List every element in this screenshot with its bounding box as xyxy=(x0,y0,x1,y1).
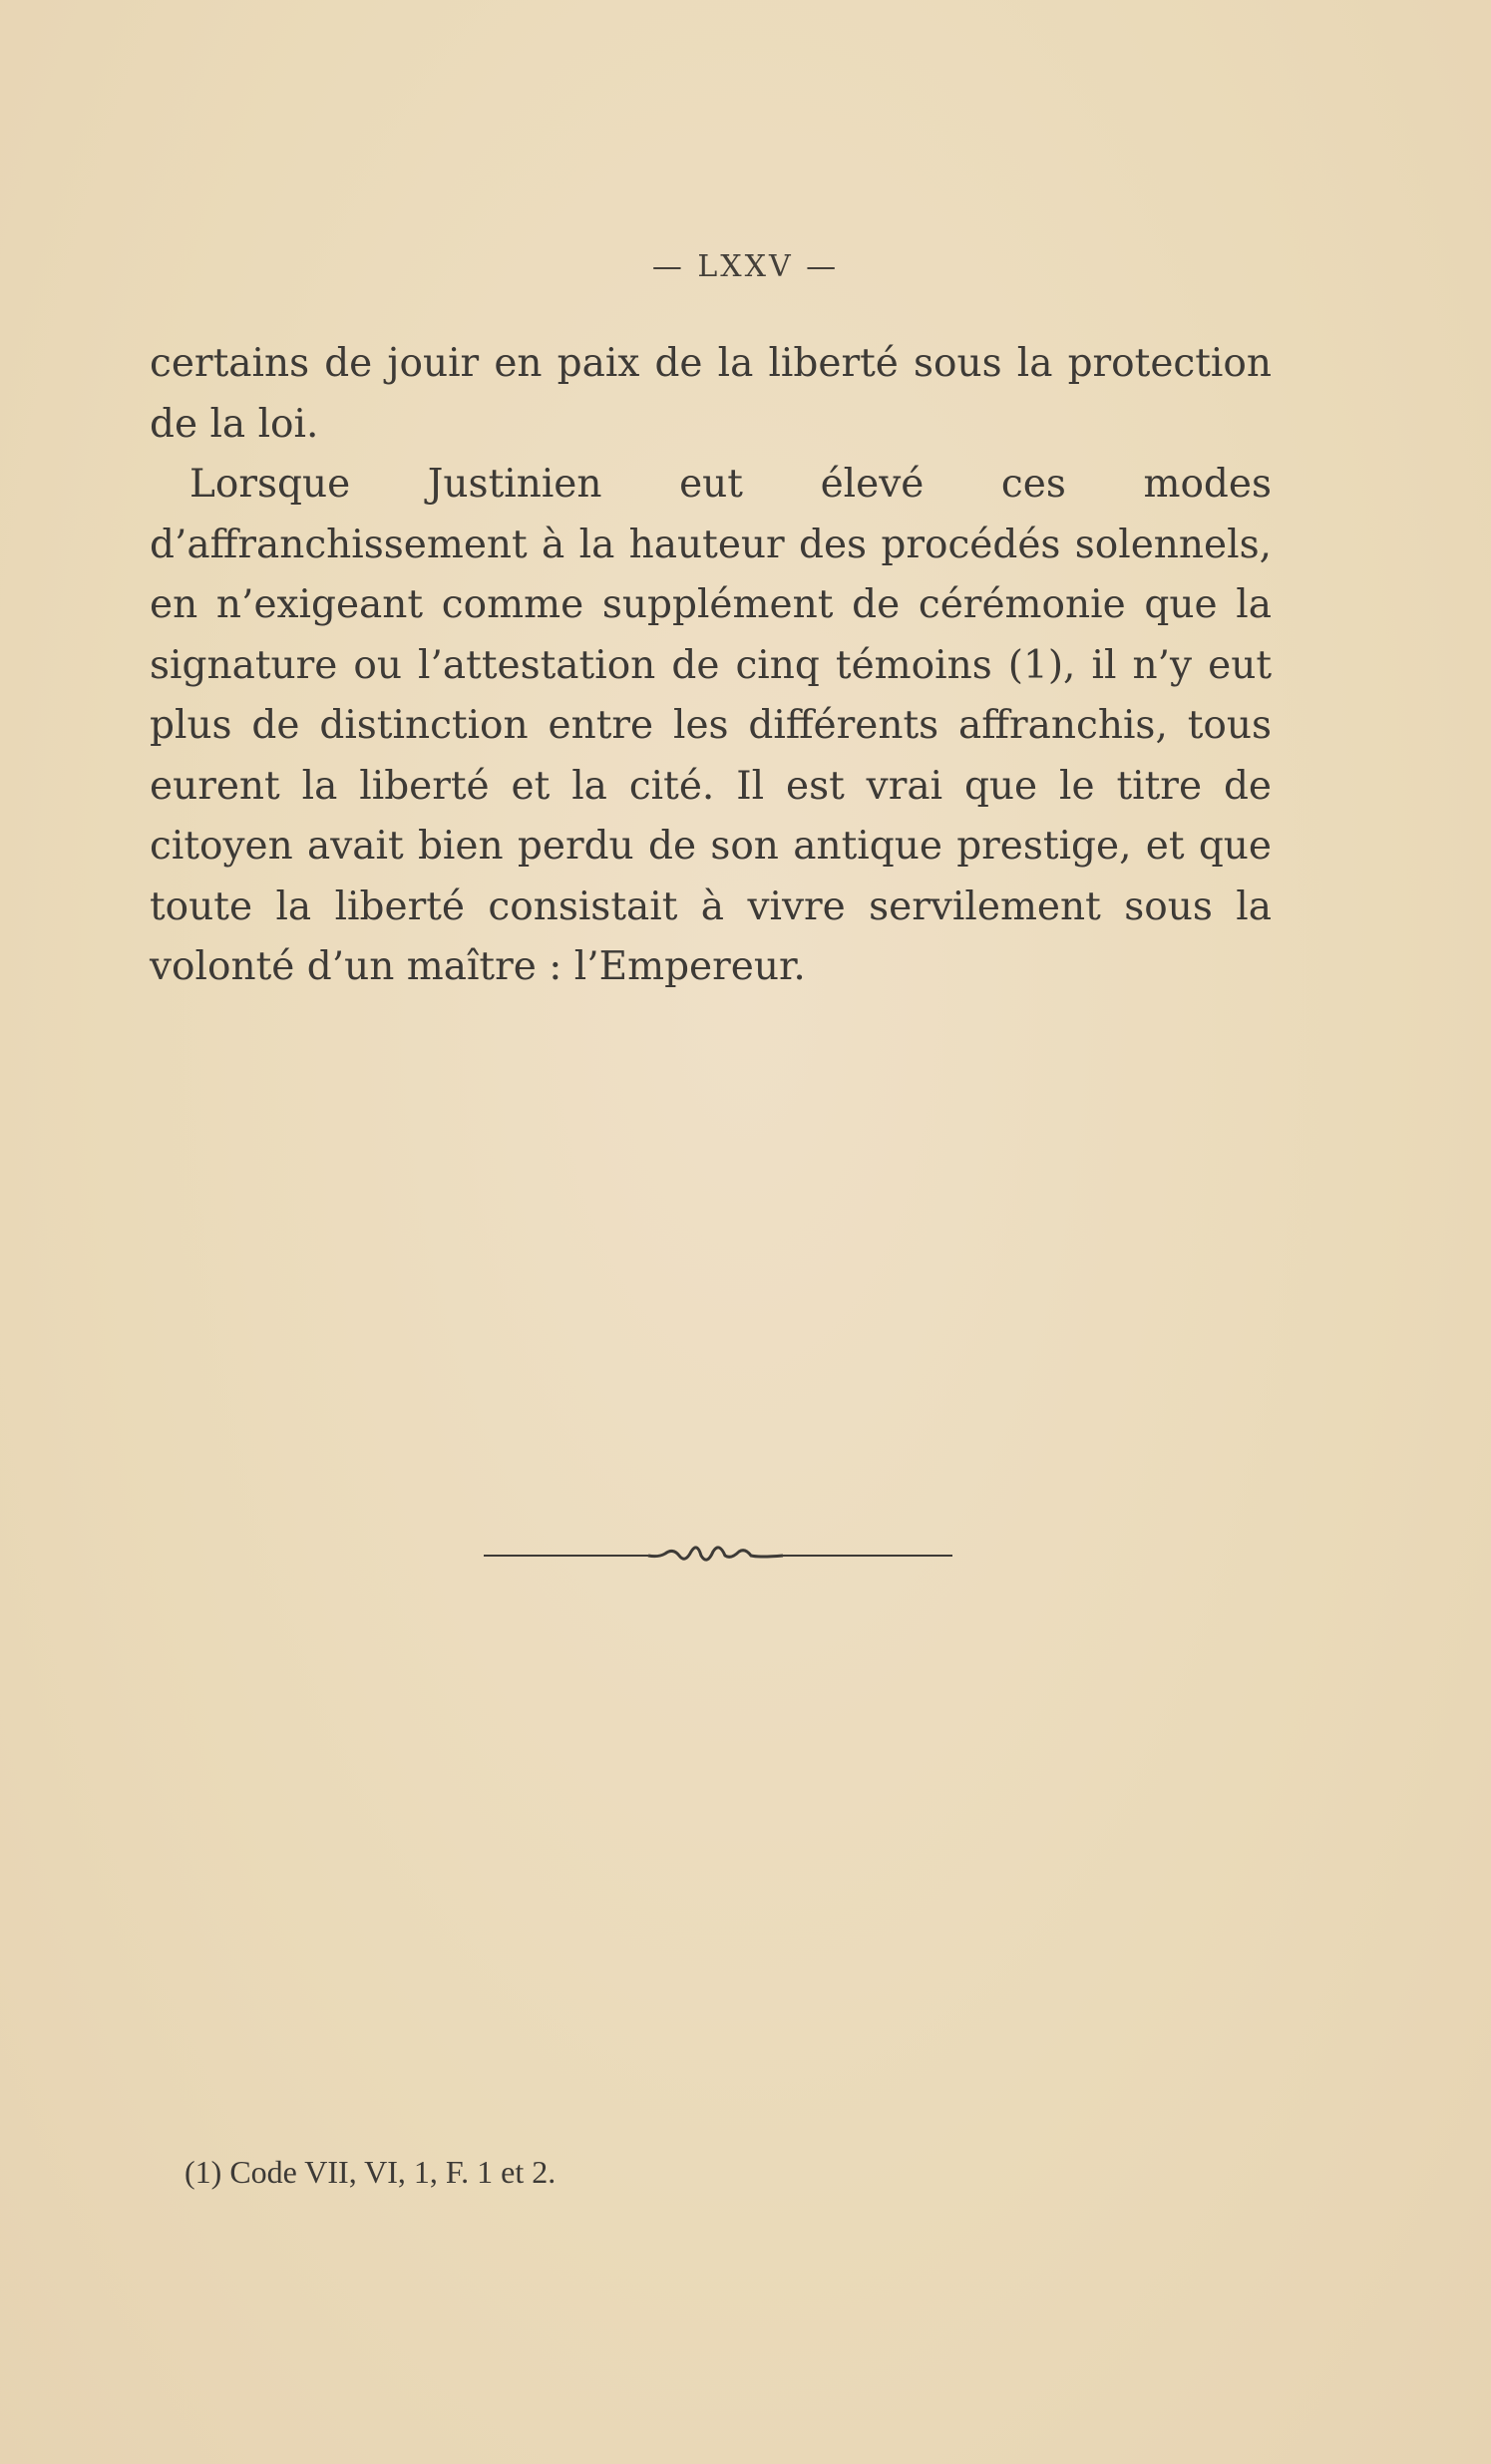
body-text xyxy=(150,334,1272,998)
paragraph-2: Lorsque Justinien eut élevé ces modes d’affranchissement à la hauteur des procédés solennels, en n’exigeant comme supplément de cérémonie que la signature ou l’attestation de cinq témoins (1), il n’y eut plus de distinction entre les différents affranchis, tous eurent la liberté et la cité. Il est vrai que le titre de citoyen avait bien perdu de son antique prestige, et que toute la liberté consistait à vivre servilement sous la volonté d’un maître : l’Empereur. xyxy=(150,462,1272,989)
paragraph-1: certains de jouir en paix de la liberté sous la protection de la loi. xyxy=(150,341,1272,447)
ornament-divider xyxy=(484,1536,952,1576)
page-number: — LXXV — xyxy=(651,249,840,284)
footnote: (1) Code VII, VI, 1, F. 1 et 2. xyxy=(185,2154,557,2190)
